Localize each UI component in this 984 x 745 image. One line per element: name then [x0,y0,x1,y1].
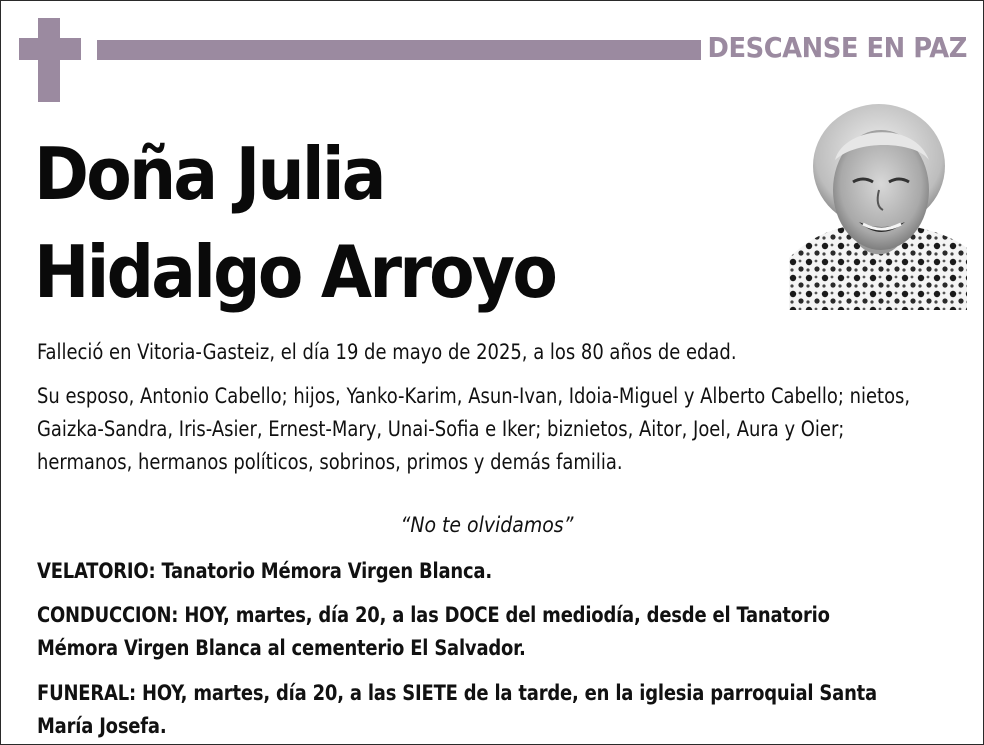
cross-icon [19,18,81,102]
deceased-portrait [789,98,967,310]
memorial-quote [0,509,984,542]
memorial-quote-text: “No te olvidamos” [400,513,574,537]
family-list: Su esposo, Antonio Cabello; hijos, Yanko-Karim, Asun-Ivan, Idoia-Miguel y Alberto Cabello; nietos, Gaizka-Sandra, Iris-Asier, Ernest-Mary, Unai-Sofia e Iker; biznietos, Aitor, Joel, Aura y Oier; hermanos, hermanos políticos, sobrinos, primos y demás familia. [37,384,911,474]
death-notice: Falleció en Vitoria-Gasteiz, el día 19 de mayo de 2025, a los 80 años de edad. [37,340,737,364]
procession-info: CONDUCCION: HOY, martes, día 20, a las DOCE del mediodía, desde el Tanatorio Mémora Virgen Blanca al cementerio El Salvador. [37,603,830,660]
funeral-info: FUNERAL: HOY, martes, día 20, a las SIETE de la tarde, en la iglesia parroquial Santa María Josefa. [37,681,877,738]
wake-info: VELATORIO: Tanatorio Mémora Virgen Blanca. [37,559,492,583]
header-bar [97,40,701,60]
deceased-name-line2: Hidalgo Arroyo [34,230,556,314]
header-label: DESCANSE EN PAZ [707,31,967,64]
deceased-name-line1: Doña Julia [34,132,384,216]
